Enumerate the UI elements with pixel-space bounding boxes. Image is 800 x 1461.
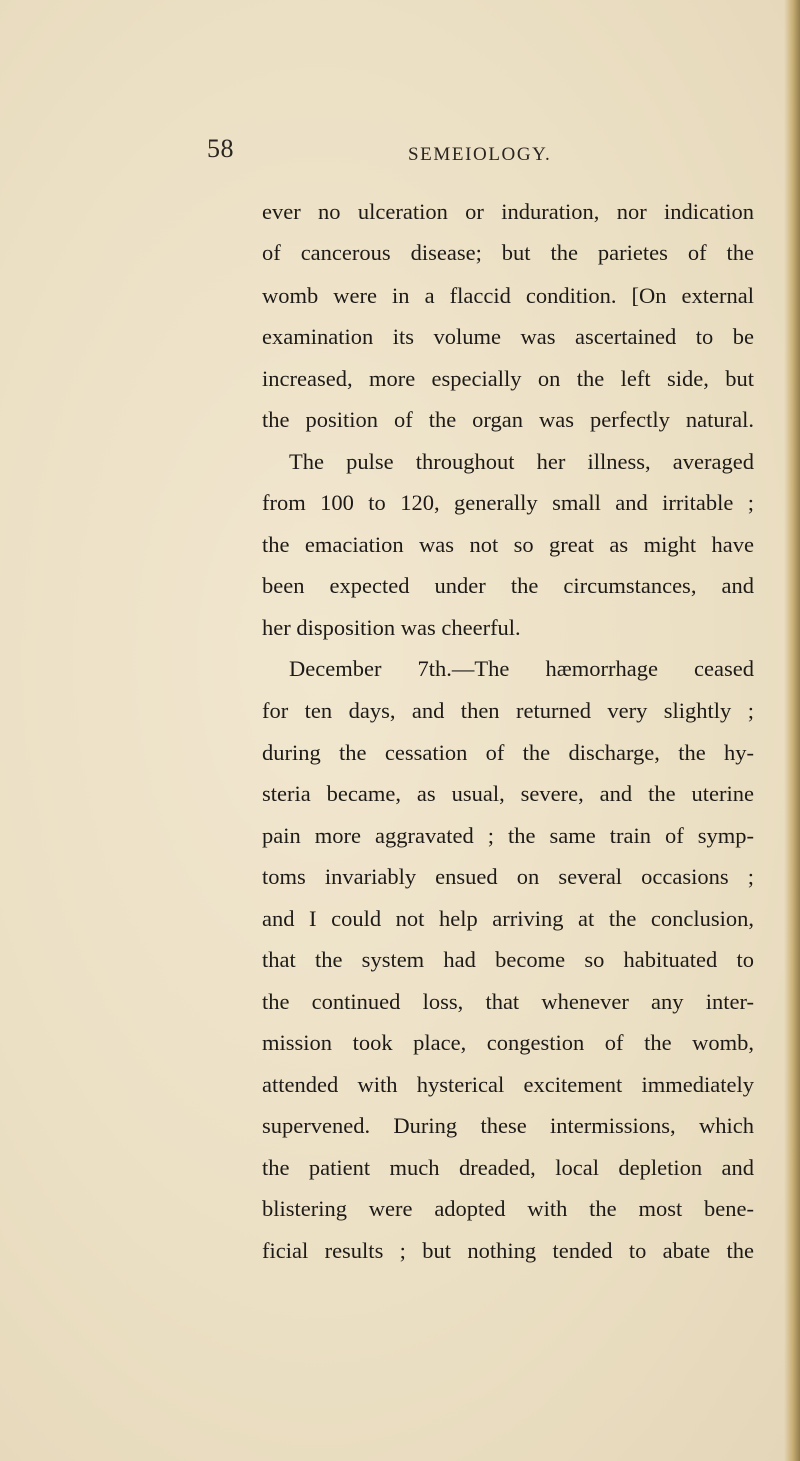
- text-line: for ten days, and then returned very slightly ;: [262, 698, 754, 723]
- text-line: increased, more especially on the left side, but: [262, 366, 754, 391]
- text-line: of cancerous disease; but the parietes of the: [262, 240, 754, 265]
- text-line: attended with hysterical excitement immediately: [262, 1072, 754, 1097]
- text-line: from 100 to 120, generally small and irritable ;: [262, 490, 754, 515]
- text-line: the continued loss, that whenever any inter-: [262, 989, 754, 1014]
- text-line: examination its volume was ascertained to be: [262, 324, 754, 349]
- text-line: toms invariably ensued on several occasions ;: [262, 864, 754, 889]
- page-number: 58: [207, 134, 234, 163]
- text-line: that the system had become so habituated to: [262, 947, 754, 972]
- text-line: been expected under the circumstances, and: [262, 573, 754, 598]
- text-line: supervened. During these intermissions, which: [262, 1113, 754, 1138]
- text-line: steria became, as usual, severe, and the uterine: [262, 781, 754, 806]
- text-line: ever no ulceration or induration, nor indication: [262, 199, 754, 224]
- text-line: the patient much dreaded, local depletion and: [262, 1155, 754, 1180]
- text-line: and I could not help arriving at the conclusion,: [262, 906, 754, 931]
- text-line: the emaciation was not so great as might have: [262, 532, 754, 557]
- text-line: The pulse throughout her illness, averaged: [289, 449, 754, 474]
- running-head: SEMEIOLOGY.: [408, 144, 552, 165]
- text-line: ficial results ; but nothing tended to abate the: [262, 1238, 754, 1263]
- text-line: womb were in a flaccid condition. [On external: [262, 283, 754, 308]
- text-line: pain more aggravated ; the same train of symp-: [262, 823, 754, 848]
- text-line: during the cessation of the discharge, the hy-: [262, 740, 754, 765]
- text-line: blistering were adopted with the most bene-: [262, 1196, 754, 1221]
- page-edge-shadow: [784, 0, 800, 1461]
- text-line: her disposition was cheerful.: [262, 615, 521, 640]
- text-line: the position of the organ was perfectly natural.: [262, 407, 754, 432]
- text-line: December 7th.—The hæmorrhage ceased: [289, 656, 754, 681]
- text-line: mission took place, congestion of the womb,: [262, 1030, 754, 1055]
